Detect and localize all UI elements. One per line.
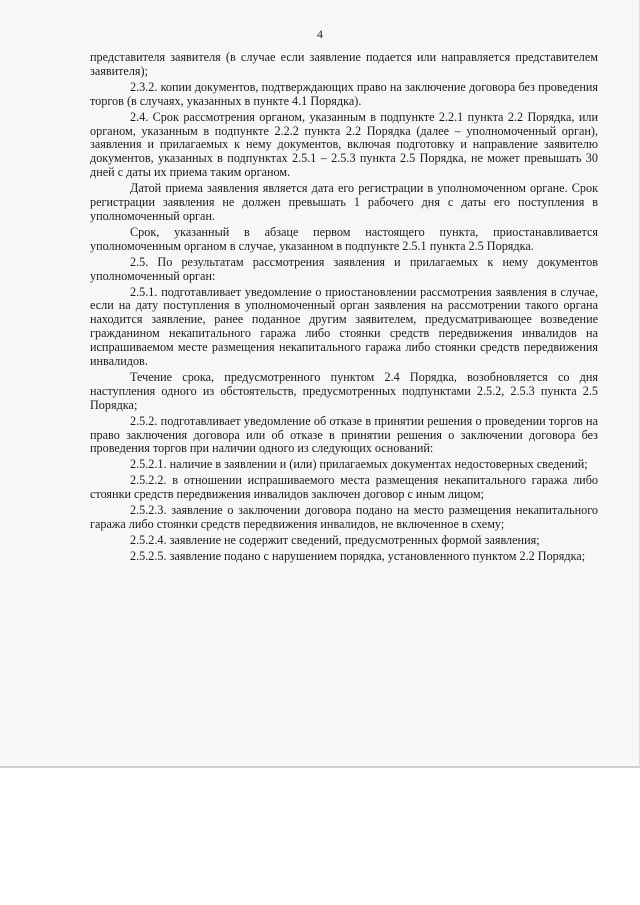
paragraph: 2.4. Срок рассмотрения органом, указанным в подпункте 2.2.1 пункта 2.2 Порядка, или органом, указанным в подпункте 2.2.2 пункта 2.2 Порядка (далее – уполномоченный орган), заявления и прилагаемых к нему документов, включая подготовку и направление заявителю документов, указанных в подпунктах 2.5.1 – 2.5.3 пункта 2.5 Порядка, не может превышать 30 дней с даты их приема таким органом. bbox=[90, 109, 598, 180]
document-body bbox=[90, 51, 598, 566]
paragraph: 2.3.2. копии документов, подтверждающих право на заключение договора без проведения торгов (в случаях, указанных в пункте 4.1 Порядка). bbox=[90, 79, 598, 108]
paragraph: Датой приема заявления является дата его регистрации в уполномоченном органе. Срок регистрации заявления не должен превышать 1 рабочего дня с даты его поступления в уполномоченный орган. bbox=[90, 181, 598, 223]
paragraph: 2.5.2.3. заявление о заключении договора подано на место размещения некапитального гаража либо стоянки средств передвижения инвалидов, не включенное в схему; bbox=[90, 503, 598, 531]
paragraph: 2.5.1. подготавливает уведомление о приостановлении рассмотрения заявления в случае, если на дату поступления в уполномоченный орган заявления на рассмотрении такого органа находится заявление, ранее поданное другим заявителем, предусматривающее возведение гражданином некапитального гаража либо стоянки средств передвижения инвалидов на испрашиваемом месте размещения некапитального гаража либо стоянки средств передвижения инвалидов. bbox=[90, 284, 598, 369]
paragraph: 2.5.2.1. наличие в заявлении и (или) прилагаемых документах недостоверных сведений; bbox=[130, 457, 588, 472]
paragraph: 2.5.2.2. в отношении испрашиваемого места размещения некапитального гаража либо стоянки средств передвижения инвалидов заключен договор с иным лицом; bbox=[90, 473, 598, 502]
paragraph: 2.5.2.5. заявление подано с нарушением порядка, установленного пунктом 2.2 Порядка; bbox=[130, 548, 586, 563]
paragraph: Срок, указанный в абзаце первом настоящего пункта, приостанавливается уполномоченным органом в случае, указанном в подпункте 2.5.1 пункта 2.5 Порядка. bbox=[90, 224, 598, 253]
page-number: 4 bbox=[317, 27, 323, 41]
paragraph: представителя заявителя (в случае если заявление подается или направляется представителем заявителя); bbox=[90, 50, 598, 78]
paragraph: 2.5.2. подготавливает уведомление об отказе в принятии решения о проведении торгов на право заключения договора или об отказе в принятии решения о заключении договора без проведения торгов при наличии одного из следующих оснований: bbox=[90, 413, 598, 456]
paragraph: 2.5.2.4. заявление не содержит сведений, предусмотренных формой заявления; bbox=[130, 532, 540, 547]
paragraph: Течение срока, предусмотренного пунктом 2.4 Порядка, возобновляется со дня наступления одного из обстоятельств, предусмотренных подпунктами 2.5.2, 2.5.3 пункта 2.5 Порядка; bbox=[90, 369, 598, 412]
paragraph: 2.5. По результатам рассмотрения заявления и прилагаемых к нему документов уполномоченный орган: bbox=[90, 254, 598, 283]
